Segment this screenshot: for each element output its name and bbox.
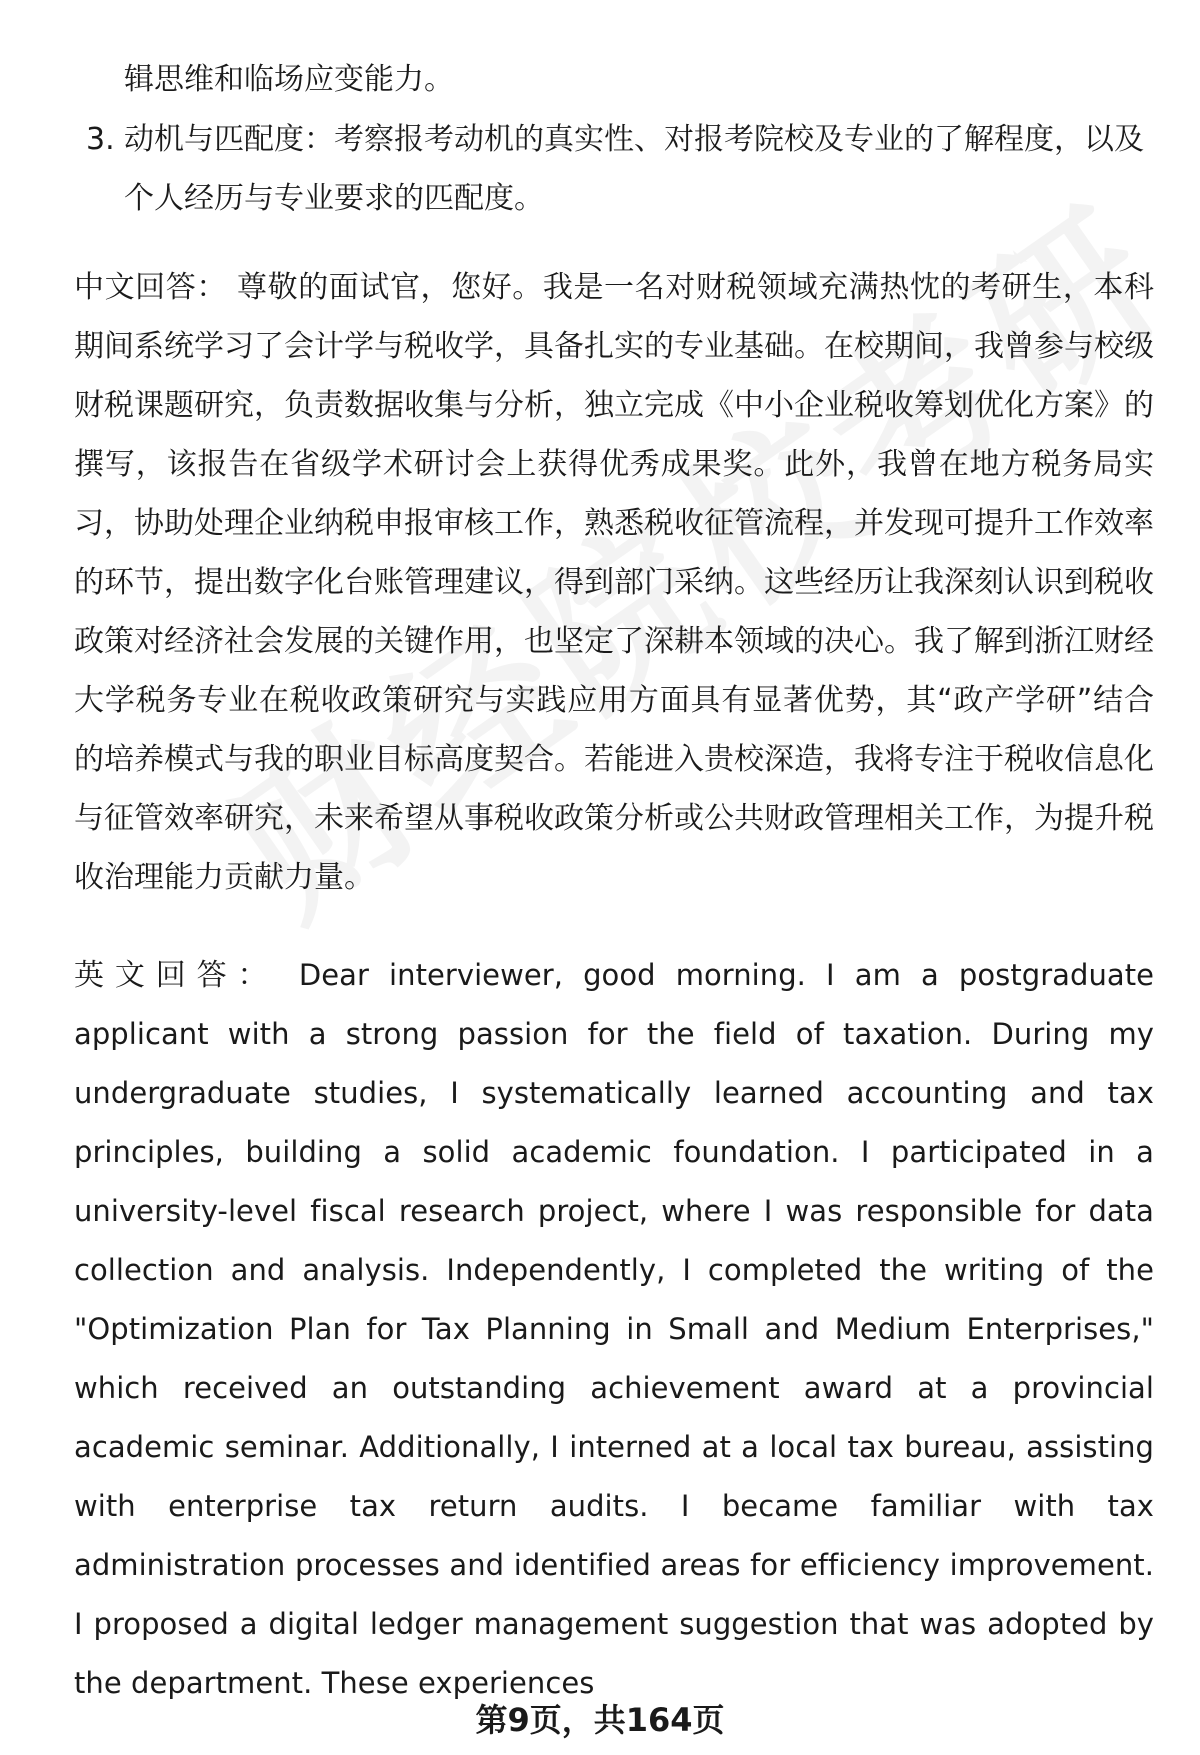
- chinese-answer-text: 尊敬的面试官，您好。我是一名对财税领域充满热忱的考研生，本科期间系统学习了会计学与税收学，具备扎实的专业基础。在校期间，我曾参与校级财税课题研究，负责数据收集与分析，独立完成《中小企业税收筹划优化方案》的撰写，该报告在省级学术研讨会上获得优秀成果奖。此外，我曾在地方税务局实习，协助处理企业纳税申报审核工作，熟悉税收征管流程，并发现可提升工作效率的环节，提出数字化台账管理建议，得到部门采纳。这些经历让我深刻认识到税收政策对经济社会发展的关键作用，也坚定了深耕本领域的决心。我了解到浙江财经大学税务专业在税收政策研究与实践应用方面具有显著优势，其“政产学研”结合的培养模式与我的职业目标高度契合。若能进入贵校深造，我将专注于税收信息化与征管效率研究，未来希望从事税收政策分析或公共财政管理相关工作，为提升税收治理能力贡献力量。: [74, 270, 1154, 895]
- list-number: 3.: [86, 122, 115, 157]
- english-answer-label: 英文回答：: [74, 958, 279, 993]
- english-answer-paragraph: [74, 946, 1154, 1713]
- continuation-paragraph: 辑思维和临场应变能力。: [124, 62, 454, 97]
- chinese-answer-label: 中文回答：: [74, 270, 227, 305]
- chinese-answer-paragraph: [74, 258, 1154, 907]
- english-answer-text: Dear interviewer, good morning. I am a postgraduate applicant with a strong passion for the field of taxation. During my undergraduate studies, I systematically learned accounting and tax principles, building a solid academic foundation. I participated in a university-level fiscal research project, where I was responsible for data collection and analysis. Independently, I completed the writing of the "Optimization Plan for Tax Planning in Small and Medium Enterprises," which received an outstanding achievement award at a provincial academic seminar. Additionally, I interned at a local tax bureau, assisting with enterprise tax return audits. I became familiar with tax administration processes and identified areas for efficiency improvement. I proposed a digital ledger management suggestion that was adopted by the department. These experiences: [74, 958, 1155, 1700]
- list-item-text: 动机与匹配度：考察报考动机的真实性、对报考院校及专业的了解程度，以及个人经历与专业要求的匹配度。: [124, 122, 1144, 216]
- page-number: 第9页，共164页: [475, 1701, 725, 1739]
- list-item-3: [74, 110, 1154, 228]
